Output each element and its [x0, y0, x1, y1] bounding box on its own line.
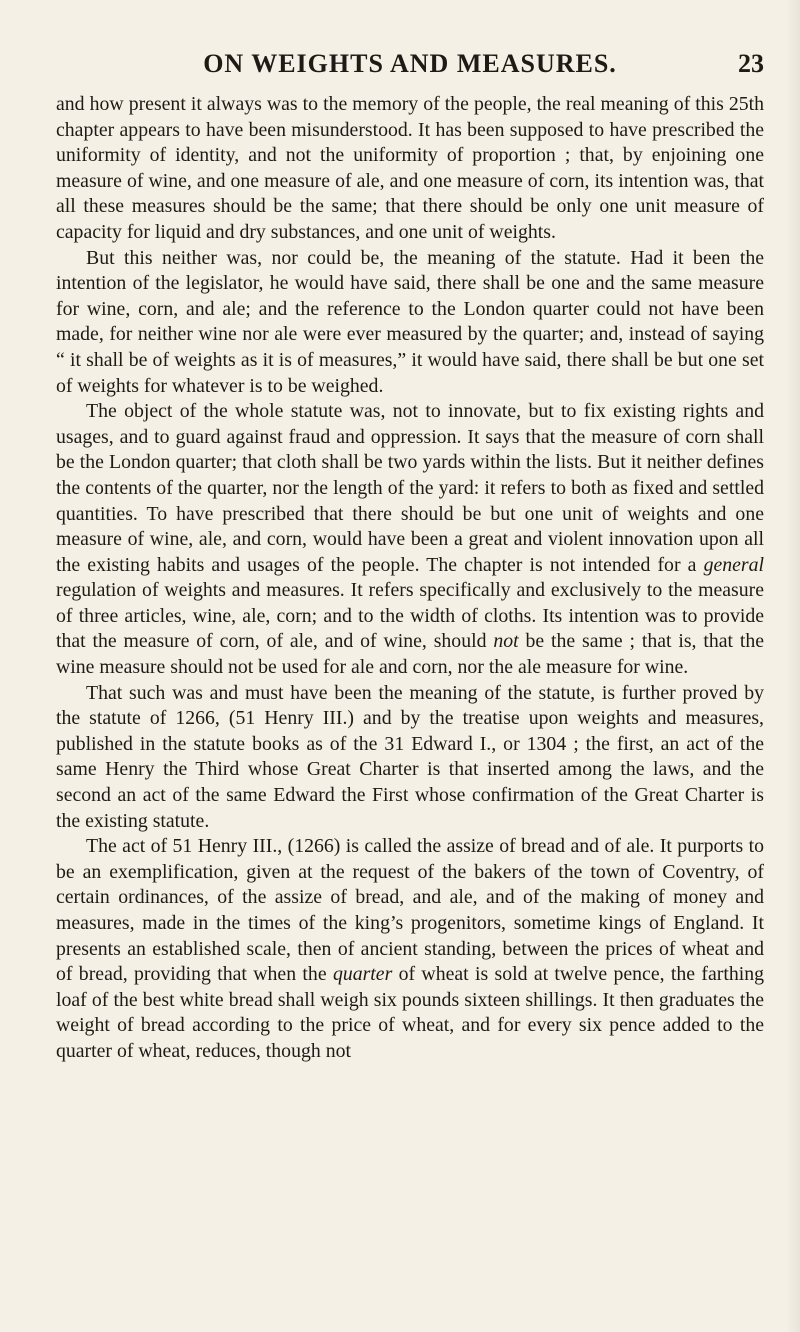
paragraph-1: and how present it always was to the memory of the people, the real meaning of this 25th chapter appears to have been misunderstood. It has been supposed to have prescribed the uniformity of identity, and not the uniformity of proportion ; that, by enjoining one measure of wine, and one measure of ale, and one measure of corn, its intention was, that all these measures should be the same; that there should be only one unit measure of capacity for liquid and dry substances, and one unit of weights. — [56, 93, 764, 243]
paragraph-5-part-1: The act of 51 Henry III., (1266) is called the assize of bread and of ale. It purports to be an exemplification, given at the request of the bakers of the town of Coventry, of certain ordinances, of the assize of bread, and ale, and of the making of money and measures, made in the times of the king’s progenitors, sometime kings of England. It presents an established scale, then of ancient standing, between the prices of wheat and of bread, providing that when the — [56, 835, 764, 986]
body-text — [56, 92, 764, 1065]
paragraph-4: That such was and must have been the meaning of the statute, is further proved by the statute of 1266, (51 Henry III.) and by the treatise upon weights and measures, published in the statute books as of the 31 Edward I., or 1304 ; the first, an act of the same Henry the Third whose Great Charter is that inserted among the laws, and the second an act of the same Edward the First whose confirmation of the Great Charter is the existing statute. — [56, 681, 764, 832]
running-title: ON WEIGHTS AND MEASURES. — [203, 49, 617, 78]
paragraph-3-part-3: be the same ; that is, that the wine measure should not be used for ale and corn, nor the ale measure for wine. — [56, 630, 765, 679]
page-edge-shadow — [786, 0, 800, 1332]
paragraph-3-part-2: regulation of weights and measures. It refers specifically and exclusively to the measure of three articles, wine, ale, corn; and to the width of cloths. Its intention was to provide that the measure of corn, of ale, and of wine, should — [56, 579, 764, 653]
paragraph-5 — [56, 834, 764, 1064]
paragraph-2: But this neither was, nor could be, the meaning of the statute. Had it been the intention of the legislator, he would have said, there shall be one and the same measure for wine, corn, and ale; and the reference to the London quarter could not have been made, for neither wine nor ale were ever measured by the quarter; and, instead of saying “ it shall be of weights as it is of measures,” it would have said, there shall be but one set of weights for whatever is to be weighed. — [56, 246, 764, 397]
emphasis-quarter: quarter — [332, 963, 393, 986]
emphasis-not: not — [493, 630, 519, 653]
paragraph-3-part-1: The object of the whole statute was, not to innovate, but to fix existing rights and usages, and to guard against fraud and oppression. It says that the measure of corn shall be the London quarter; that cloth shall be two yards within the lists. But it neither defines the contents of the quarter, nor the length of the yard: it refers to both as fixed and settled quantities. To have prescribed that there should be but one unit of weights and one measure of wine, ale, and corn, would have been a great and violent innovation upon all the existing habits and usages of the people. The chapter is not intended for a — [56, 400, 764, 576]
running-head — [56, 46, 764, 82]
paragraph-5-part-2: of wheat is sold at twelve pence, the farthing loaf of the best white bread shall weigh six pounds sixteen shillings. It then graduates the weight of bread according to the price of wheat, and for every six pence added to the quarter of wheat, reduces, though not — [56, 963, 764, 1062]
paragraph-3 — [56, 399, 764, 681]
emphasis-general: general — [703, 553, 764, 576]
page-number: 23 — [738, 49, 764, 78]
